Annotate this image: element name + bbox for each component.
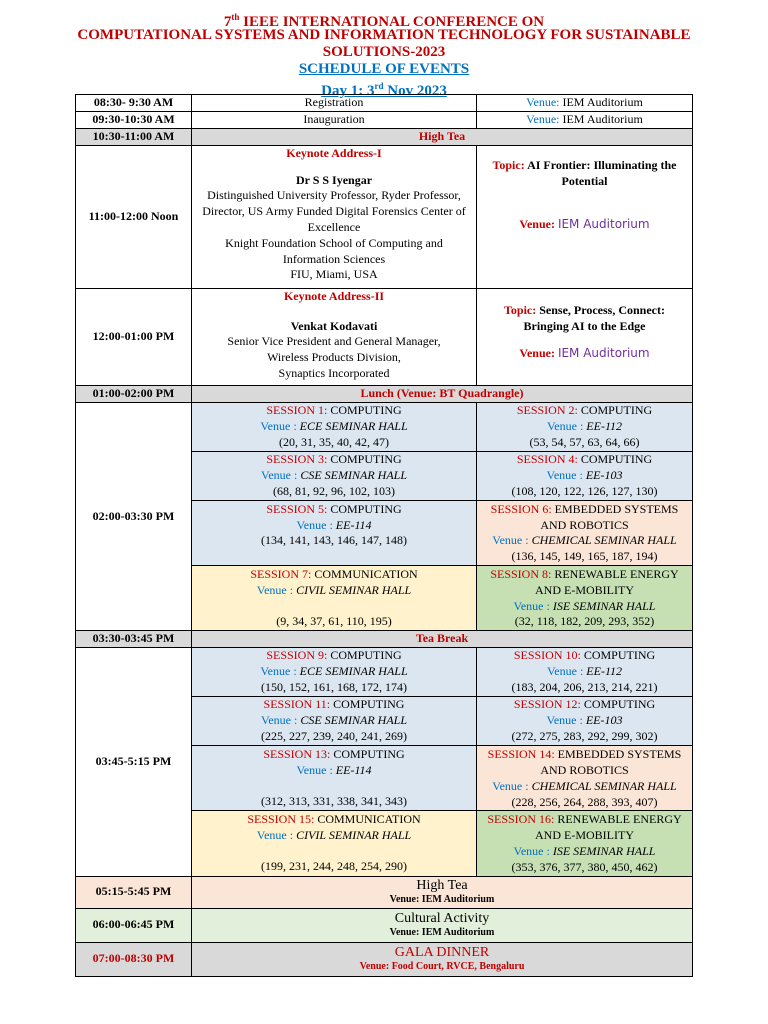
table-row [76, 145, 693, 288]
table-row [76, 288, 693, 385]
time-cell: 02:00-03:30 PM [76, 402, 192, 630]
session-cell: SESSION 7: COMMUNICATION Venue : CIVIL SEMINAR HALL (9, 34, 37, 61, 110, 195) [192, 565, 477, 630]
table-row [76, 908, 693, 942]
event-venue: Venue: IEM Auditorium [389, 893, 495, 905]
speaker-name: Venkat Kodavati [290, 318, 378, 333]
speaker-name: Dr S S Iyengar [295, 172, 373, 187]
speaker-line: Wireless Products Division, [267, 350, 401, 365]
keynote-venue: Venue: IEM Auditorium [519, 217, 650, 232]
break-title: Lunch (Venue: BT Quadrangle) [192, 385, 693, 402]
event-title: GALA DINNER [394, 945, 490, 961]
speaker-line: Information Sciences [282, 251, 386, 266]
session-cell: SESSION 13: COMPUTING Venue : EE-114 (312, 313, 331, 338, 341, 343) [192, 746, 477, 811]
session-cell: SESSION 11: COMPUTING Venue : CSE SEMINAR HALL (225, 227, 239, 240, 241, 269) [192, 697, 477, 746]
event-title: Cultural Activity [394, 911, 490, 927]
keynote-venue: Venue: IEM Auditorium [519, 346, 650, 361]
venue-cell: Venue: IEM Auditorium [477, 95, 693, 112]
table-row [76, 128, 693, 145]
speaker-line: Excellence [307, 219, 361, 234]
speaker-line: FIU, Miami, USA [290, 267, 378, 282]
schedule-table [75, 94, 693, 977]
event-title: Registration [192, 95, 477, 112]
time-cell: 12:00-01:00 PM [76, 288, 192, 385]
time-cell: 10:30-11:00 AM [76, 128, 192, 145]
table-row [76, 876, 693, 908]
time-cell: 05:15-5:45 PM [76, 876, 192, 908]
event-title: High Tea [416, 878, 468, 894]
table-row [76, 95, 693, 112]
session-cell: SESSION 15: COMMUNICATION Venue : CIVIL SEMINAR HALL (199, 231, 244, 248, 254, 290) [192, 811, 477, 876]
session-cell: SESSION 3: COMPUTING Venue : CSE SEMINAR HALL (68, 81, 92, 96, 102, 103) [192, 451, 477, 500]
time-cell: 07:00-08:30 PM [76, 942, 192, 976]
table-row [76, 111, 693, 128]
event-venue: Venue: IEM Auditorium [389, 926, 495, 938]
conference-title-line3: SOLUTIONS-2023 [322, 44, 446, 60]
keynote-details [192, 288, 477, 385]
speaker-line: Synaptics Incorporated [278, 365, 390, 380]
session-cell: SESSION 8: RENEWABLE ENERGY AND E-MOBILITY Venue : ISE SEMINAR HALL (32, 118, 182, 209, 293, 352) [477, 565, 693, 630]
conference-title-line2: COMPUTATIONAL SYSTEMS AND INFORMATION TECHNOLOGY FOR SUSTAINABLE [77, 27, 691, 43]
speaker-line: Senior Vice President and General Manager, [227, 334, 441, 349]
time-cell: 11:00-12:00 Noon [76, 145, 192, 288]
time-cell: 09:30-10:30 AM [76, 111, 192, 128]
keynote-label: Keynote Address-I [286, 145, 382, 160]
conference-title-line1: 7th IEEE INTERNATIONAL CONFERENCE ON [223, 12, 545, 30]
break-title: High Tea [192, 128, 693, 145]
session-cell: SESSION 5: COMPUTING Venue : EE-114 (134, 141, 143, 146, 147, 148) [192, 500, 477, 565]
event-title: Inauguration [192, 111, 477, 128]
time-cell: 01:00-02:00 PM [76, 385, 192, 402]
session-cell: SESSION 6: EMBEDDED SYSTEMS AND ROBOTICS Venue : CHEMICAL SEMINAR HALL (136, 145, 149, 165, 187, 194) [477, 500, 693, 565]
event-cell [192, 942, 693, 976]
table-row [76, 648, 693, 697]
event-cell [192, 908, 693, 942]
session-cell: SESSION 1: COMPUTING Venue : ECE SEMINAR HALL (20, 31, 35, 40, 42, 47) [192, 402, 477, 451]
time-cell: 08:30- 9:30 AM [76, 95, 192, 112]
time-cell: 03:30-03:45 PM [76, 631, 192, 648]
session-cell: SESSION 2: COMPUTING Venue : EE-112 (53, 54, 57, 63, 64, 66) [477, 402, 693, 451]
time-cell: 06:00-06:45 PM [76, 908, 192, 942]
keynote-details [192, 145, 477, 288]
session-cell: SESSION 14: EMBEDDED SYSTEMS AND ROBOTICS Venue : CHEMICAL SEMINAR HALL (228, 256, 264, 288, 393, 407) [477, 746, 693, 811]
event-cell [192, 876, 693, 908]
session-cell: SESSION 10: COMPUTING Venue : EE-112 (183, 204, 206, 213, 214, 221) [477, 648, 693, 697]
break-title: Tea Break [192, 631, 693, 648]
speaker-line: Knight Foundation School of Computing and [225, 235, 443, 250]
table-row [76, 385, 693, 402]
table-row [76, 942, 693, 976]
day-heading: Day 1: 3rd Nov 2023 [321, 81, 447, 99]
schedule-heading: SCHEDULE OF EVENTS [298, 61, 470, 77]
keynote-topic [477, 145, 693, 288]
session-cell: SESSION 4: COMPUTING Venue : EE-103 (108, 120, 122, 126, 127, 130) [477, 451, 693, 500]
speaker-line: Distinguished University Professor, Ryder Professor, [207, 188, 461, 203]
keynote-topic [477, 288, 693, 385]
table-row [76, 402, 693, 451]
session-cell: SESSION 16: RENEWABLE ENERGY AND E-MOBILITY Venue : ISE SEMINAR HALL (353, 376, 377, 380, 450, 462) [477, 811, 693, 876]
keynote-label: Keynote Address-II [283, 288, 385, 303]
topic-text: Topic: AI Frontier: Illuminating the Potential [492, 157, 677, 188]
session-cell: SESSION 12: COMPUTING Venue : EE-103 (272, 275, 283, 292, 299, 302) [477, 697, 693, 746]
topic-text: Topic: Sense, Process, Connect: Bringing AI to the Edge [504, 302, 665, 333]
session-cell: SESSION 9: COMPUTING Venue : ECE SEMINAR HALL (150, 152, 161, 168, 172, 174) [192, 648, 477, 697]
time-cell: 03:45-5:15 PM [76, 648, 192, 876]
table-row [76, 631, 693, 648]
venue-cell: Venue: IEM Auditorium [477, 111, 693, 128]
speaker-line: Director, US Army Funded Digital Forensics Center of [202, 204, 466, 219]
event-venue: Venue: Food Court, RVCE, Bengaluru [359, 960, 525, 972]
